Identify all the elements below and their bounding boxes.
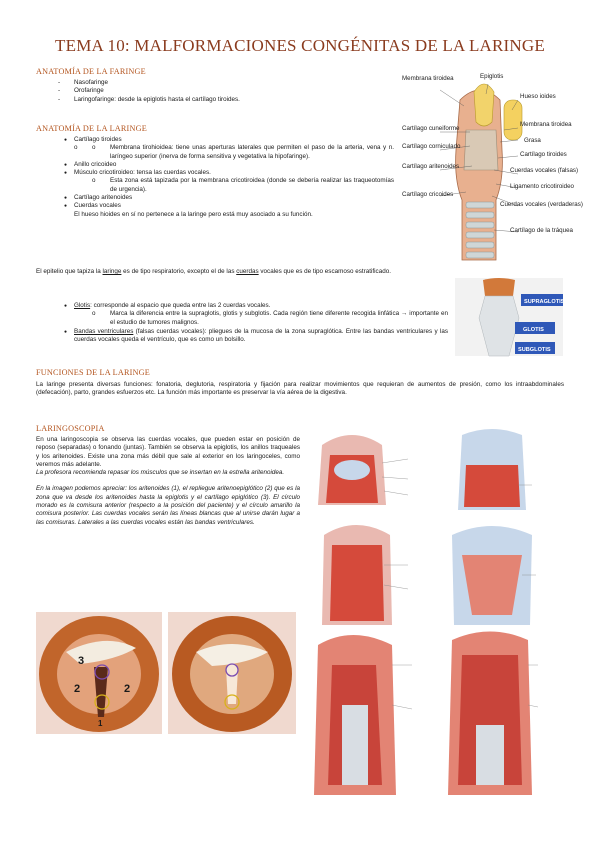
- text: El epitelio que tapiza la: [36, 268, 103, 275]
- text-underlined: laringe: [102, 268, 122, 275]
- larynx-anatomy-figure: [400, 70, 583, 260]
- list-item: ● Músculo cricotiroideo: tensa las cuerdas vocales.: [74, 169, 394, 177]
- list-item: ● Cuerdas vocales: [74, 202, 394, 210]
- label-supraglotis: SUPRAGLOTIS: [524, 299, 565, 305]
- text: es de tipo respiratorio, excepto el de las: [121, 268, 237, 275]
- label-hueso-ioides: Hueso ioides: [520, 93, 556, 100]
- label-cartilago-aritenoides: Cartílago aritenoides: [402, 163, 460, 170]
- label-cuerdas-verdaderas: Cuerdas vocales (verdaderas): [500, 201, 583, 208]
- label-cartilago-cuneiforme: Cartílago cuneiforme: [402, 125, 460, 132]
- text-underlined: cuerdas: [236, 268, 259, 275]
- label-aritenoides-number: 1: [98, 719, 103, 728]
- funciones-text: La laringe presenta diversas funciones: fonatoria, deglutoria, respiratoria y fijación para realizar movimientos que requieran de aumentos de presión, como los intraabdominales (defecación), parto, grandes esfuerzos etc. La función más importante es preservar la vía aérea de la digestiva.: [36, 381, 564, 397]
- list-item: - Orofaringe: [74, 87, 394, 95]
- list-subitem: Esta zona está tapizada por la membrana cricotiroidea (donde se debería realizar las traqueotomías de urgencia).: [110, 177, 394, 193]
- list-item: ● Cartílago tiroides: [74, 136, 394, 144]
- label-cartilago-traquea: Cartílago de la tráquea: [510, 227, 573, 234]
- laryngeal-muscles-figure: [312, 425, 570, 810]
- label-cartilago-tiroides: Cartílago tiroides: [520, 151, 567, 158]
- label-cartilago-corniculado: Cartílago corniculado: [402, 143, 461, 150]
- label-epiglotis-number: 3: [78, 655, 85, 667]
- laringoscopia-text: [36, 436, 300, 527]
- glotis-content: ● Glotis: corresponde al espacio que queda entre las 2 cuerdas vocales. o Marca la diferencia entre la supraglotis, glotis y subglotis. Cada región tiene diferente recogida linfática → importante en el estudio de tumores malignos. ● Bandas ventriculares (falsas cuerdas vocales): pliegues de la mucosa de la zona supraglótica. Entre las bandas ventriculares y las cuerdas vocales queda el ventrículo, que es como un bolsillo.: [64, 302, 448, 344]
- list-subitem: Marca la diferencia entre la supraglotis, glotis y subglotis. Cada región tiene diferente recogida linfática → importante en el estudio de tumores malignos.: [110, 310, 448, 326]
- text: vocales que es de tipo escamoso estratificado.: [258, 268, 391, 275]
- glottic-regions-figure: [455, 278, 563, 356]
- list-item: ● Anillo cricoideo: [74, 161, 394, 169]
- section-heading-funciones: FUNCIONES DE LA LARINGE: [36, 368, 150, 377]
- label-membrana-tiroidea: Membrana tiroidea: [402, 75, 454, 82]
- label-cartilago-cricoides: Cartílago cricoides: [402, 191, 454, 198]
- laryngoscopy-photos: [36, 612, 296, 734]
- label-ligamento-cricotiroideo: Ligamento cricotiroideo: [510, 183, 574, 190]
- label-cuerdas-falsas: Cuerdas vocales (falsas): [510, 167, 579, 174]
- glotis-label: Glotis: [74, 302, 91, 309]
- hioides-note: El hueso hioides en sí no pertenece a la laringe pero está muy asociado a su función.: [74, 210, 313, 218]
- label-glotis: GLOTIS: [523, 327, 544, 333]
- list-subitem: Membrana tirohioidea: tiene unas aperturas laterales que permiten el paso de la arteria, vena y n. laríngeo superior (inerva de forma sensitiva y vegetativa la hipofaringe).: [110, 144, 394, 160]
- laringoscopia-p2: La profesora recomienda repasar los músculos que se insertan en la estrella aritenoidea.: [36, 469, 285, 477]
- section-heading-faringe: ANATOMÍA DE LA FARINGE: [36, 67, 146, 76]
- epitelio-paragraph: [36, 268, 394, 276]
- list-item: - Laringofaringe: desde la epiglotis hasta el cartílago tiroides.: [74, 96, 394, 104]
- bandas-label: Bandas ventriculares: [74, 327, 134, 335]
- label-repliegue-number-right: 2: [124, 683, 131, 695]
- laringe-content: ● Cartílago tiroides o o Membrana tirohioidea: tiene unas aperturas laterales que permiten el paso de la arteria, vena y n. laríngeo superior (inerva de forma sensitiva y vegetativa la hipofaringe). ● Anillo cricoideo ● Músculo cricotiroideo: tensa las cuerdas vocales. o Esta zona está tapizada por la membrana cricotiroidea (donde se debería realizar las traqueotomías de urgencia). ● Cartílago aritenoides ● Cuerdas vocales El hueso hioides en sí no pertenece a la laringe pero está muy asociado a su función.: [74, 136, 394, 219]
- section-heading-laringoscopia: LARINGOSCOPIA: [36, 424, 105, 433]
- laringoscopia-p3: En la imagen podemos apreciar: los aritenoides (1), el repliegue aritenoepiglótico (2) que es la zona que va desde los aritenoides hasta la epiglotis y el cartílago epiglótico (3). El círculo morado es la comisura anterior (respecto a la posición del paciente) y el círculo amarillo la comisura posterior. Las cuerdas vocales serán las líneas blancas que al unirse darán lugar a las comisuras. Laterales a las cuerdas vocales están las bandas ventriculares.: [36, 485, 300, 526]
- laringoscopia-p1: En una laringoscopia se observa las cuerdas vocales, que pueden estar en posición de reposo (separadas) o fonando (juntas). También se observa la epiglotis, los anillos traqueales y los aritenoides. Existe una zona más débil que sale al exterior en los laringoceles, como veremos más adelante.: [36, 436, 300, 468]
- label-grasa: Grasa: [524, 137, 541, 144]
- faringe-list: [74, 79, 394, 104]
- text: (falsas cuerdas vocales): pliegues de la mucosa de la zona supraglótica. Entre las bandas ventriculares y las cuerdas vocales queda el ventrículo, que es como un bolsillo.: [74, 327, 448, 344]
- list-item: ● Cartílago aritenoides: [74, 194, 394, 202]
- list-item: - Nasofaringe: [74, 79, 394, 87]
- label-repliegue-number-left: 2: [74, 683, 81, 695]
- page-title: TEMA 10: MALFORMACIONES CONGÉNITAS DE LA LARINGE: [55, 36, 545, 55]
- section-heading-laringe: ANATOMÍA DE LA LARINGE: [36, 124, 147, 133]
- label-epiglotis: Epiglotis: [480, 73, 504, 80]
- text: : corresponde al espacio que queda entre las 2 cuerdas vocales.: [90, 302, 271, 309]
- label-subglotis: SUBGLOTIS: [518, 347, 551, 353]
- label-membrana-tiroidea-2: Membrana tiroidea: [520, 121, 572, 128]
